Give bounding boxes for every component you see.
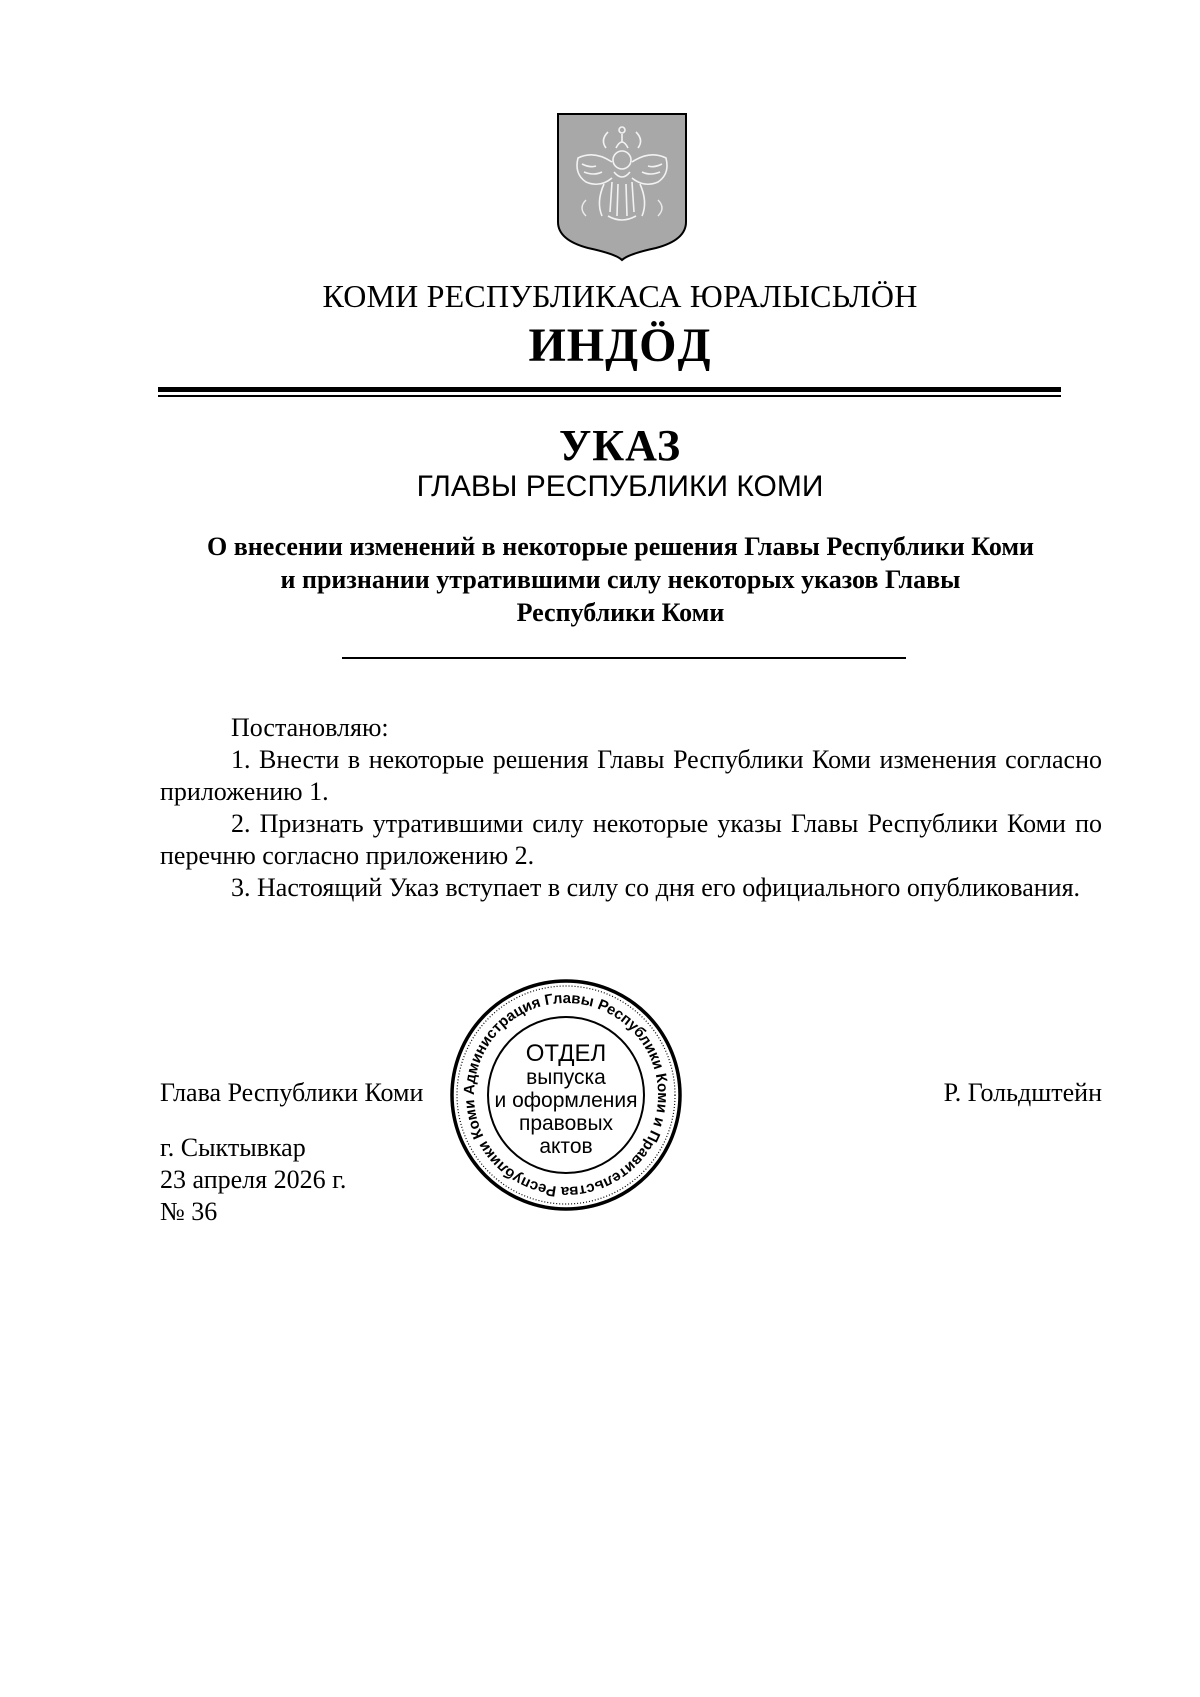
official-stamp <box>448 977 684 1213</box>
stamp-line: выпуска <box>526 1066 606 1089</box>
place: г. Сыктывкар <box>160 1133 306 1162</box>
signatory-position: Глава Республики Коми <box>160 1078 424 1107</box>
document-footer <box>160 1132 346 1228</box>
body-paragraph: 1. Внести в некоторые решения Главы Республики Коми изменения согласно приложению 1. <box>160 745 1102 806</box>
body-paragraph: Постановляю: <box>231 713 389 742</box>
stamp-line: ОТДЕЛ <box>525 1040 607 1067</box>
republic-header-komi: КОМИ РЕСПУБЛИКАСА ЮРАЛЫСЬЛӦН <box>322 278 918 314</box>
coat-of-arms-icon <box>556 112 688 262</box>
document-number: № 36 <box>160 1197 218 1226</box>
subject-line: О внесении изменений в некоторые решения Главы Республики Коми <box>206 532 1035 561</box>
stamp-ring-text: Администрация Главы Республики Коми и Правительства Республики Коми <box>460 989 672 1201</box>
document-title: УКАЗ <box>558 421 682 470</box>
subject-line: Республики Коми <box>516 598 725 627</box>
date: 23 апреля 2026 г. <box>160 1165 347 1194</box>
header-divider-thin <box>158 395 1061 397</box>
subject-line: и признании утратившими силу некоторых указов Главы <box>280 565 961 594</box>
decree-body <box>160 712 1102 904</box>
body-paragraph: 2. Признать утратившими силу некоторые указы Главы Республики Коми по перечню согласно приложению 2. <box>160 809 1102 870</box>
stamp-line: правовых <box>518 1112 614 1135</box>
stamp-line: и оформления <box>494 1089 638 1112</box>
document-subtitle: ГЛАВЫ РЕСПУБЛИКИ КОМИ <box>416 470 824 503</box>
stamp-line: актов <box>539 1135 593 1158</box>
signatory-name: Р. Гольдштейн <box>943 1078 1102 1107</box>
header-divider-thick <box>158 387 1061 392</box>
body-paragraph: 3. Настоящий Указ вступает в силу со дня его официального опубликования. <box>231 873 1081 902</box>
document-title-komi: ИНДӦД <box>528 319 712 372</box>
decree-subject <box>158 530 1083 629</box>
subject-divider <box>342 657 906 659</box>
